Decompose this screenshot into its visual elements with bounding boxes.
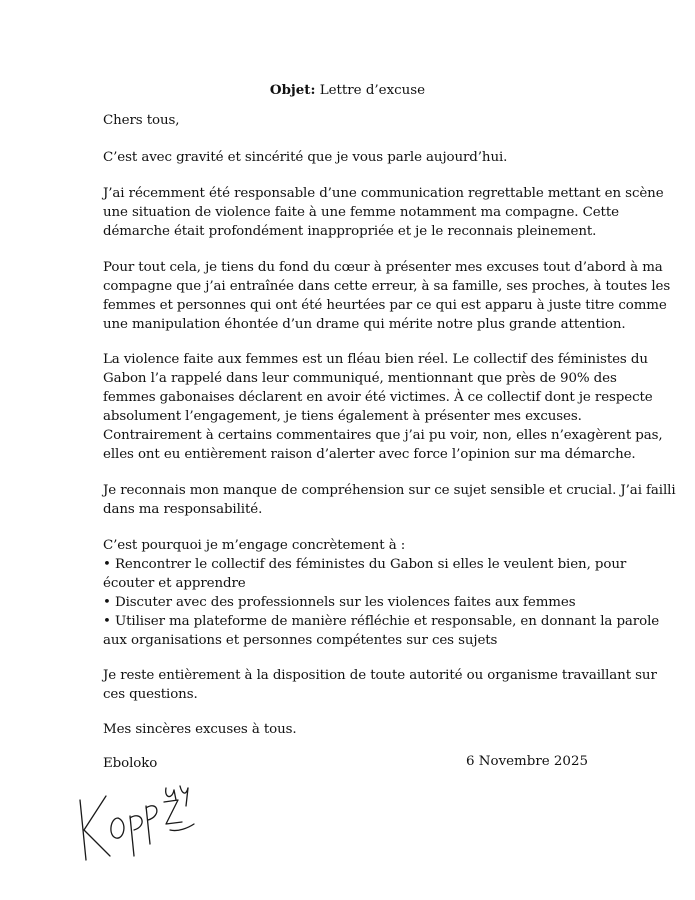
handwritten-signature xyxy=(70,780,200,870)
paragraph-2-line-3: démarche était profondément inappropriée et je le reconnais pleinement. xyxy=(103,224,597,239)
paragraph-4-line-1: La violence faite aux femmes est un fléau bien réel. Le collectif des féministes du xyxy=(103,352,648,367)
paragraph-5-line-2: dans ma responsabilité. xyxy=(103,502,263,517)
paragraph-6-line-1: C’est pourquoi je m’engage concrètement à : xyxy=(103,538,406,553)
paragraph-3-line-1: Pour tout cela, je tiens du fond du cœur à présenter mes excuses tout d’abord à ma xyxy=(103,260,663,275)
paragraph-2-line-2: une situation de violence faite à une femme notamment ma compagne. Cette xyxy=(103,205,619,220)
paragraph-4-line-5: Contrairement à certains commentaires que j’ai pu voir, non, elles n’exagèrent pas, xyxy=(103,428,663,443)
bullet-item-line-5: aux organisations et personnes compétentes sur ces sujets xyxy=(103,633,498,648)
paragraph-4-line-4: absolument l’engagement, je tiens également à présenter mes excuses. xyxy=(103,409,582,424)
paragraph-3-line-2: compagne que j’ai entraînée dans cette erreur, à sa famille, ses proches, à toutes les xyxy=(103,279,671,294)
bullet-item-line-2: écouter et apprendre xyxy=(103,576,246,591)
author-name: Eboloko xyxy=(103,756,158,771)
paragraph-2-line-1: J’ai récemment été responsable d’une communication regrettable mettant en scène xyxy=(103,186,664,201)
paragraph-3-line-4: une manipulation éhontée d’un drame qui mérite notre plus grande attention. xyxy=(103,317,626,332)
paragraph-7-line-2: ces questions. xyxy=(103,687,198,702)
bullet-item-line-3: • Discuter avec des professionnels sur les violences faites aux femmes xyxy=(103,595,576,610)
paragraph-4-line-2: Gabon l’a rappelé dans leur communiqué, mentionnant que près de 90% des xyxy=(103,371,617,386)
subject-label: Objet: xyxy=(269,82,316,98)
closing: Mes sincères excuses à tous. xyxy=(103,722,297,737)
letter-date: 6 Novembre 2025 xyxy=(466,754,588,769)
bullet-item-line-1: • Rencontrer le collectif des féministes du Gabon si elles le veulent bien, pour xyxy=(103,557,627,572)
paragraph-3-line-3: femmes et personnes qui ont été heurtées par ce qui est apparu à juste titre comme xyxy=(103,298,667,313)
paragraph-1-line-1: C’est avec gravité et sincérité que je vous parle aujourd’hui. xyxy=(103,150,508,165)
paragraph-5-line-1: Je reconnais mon manque de compréhension sur ce sujet sensible et crucial. J’ai failli xyxy=(103,483,676,498)
salutation: Chers tous, xyxy=(103,113,180,128)
paragraph-7-line-1: Je reste entièrement à la disposition de toute autorité ou organisme travaillant sur xyxy=(103,668,657,683)
paragraph-4-line-3: femmes gabonaises déclarent en avoir été victimes. À ce collectif dont je respecte xyxy=(103,390,653,405)
letter-subject xyxy=(0,82,695,98)
paragraph-4-line-6: elles ont eu entièrement raison d’alerter avec force l’opinion sur ma démarche. xyxy=(103,447,636,462)
subject-text: Lettre d’excuse xyxy=(315,83,426,98)
bullet-item-line-4: • Utiliser ma plateforme de manière réfléchie et responsable, en donnant la parole xyxy=(103,614,660,629)
